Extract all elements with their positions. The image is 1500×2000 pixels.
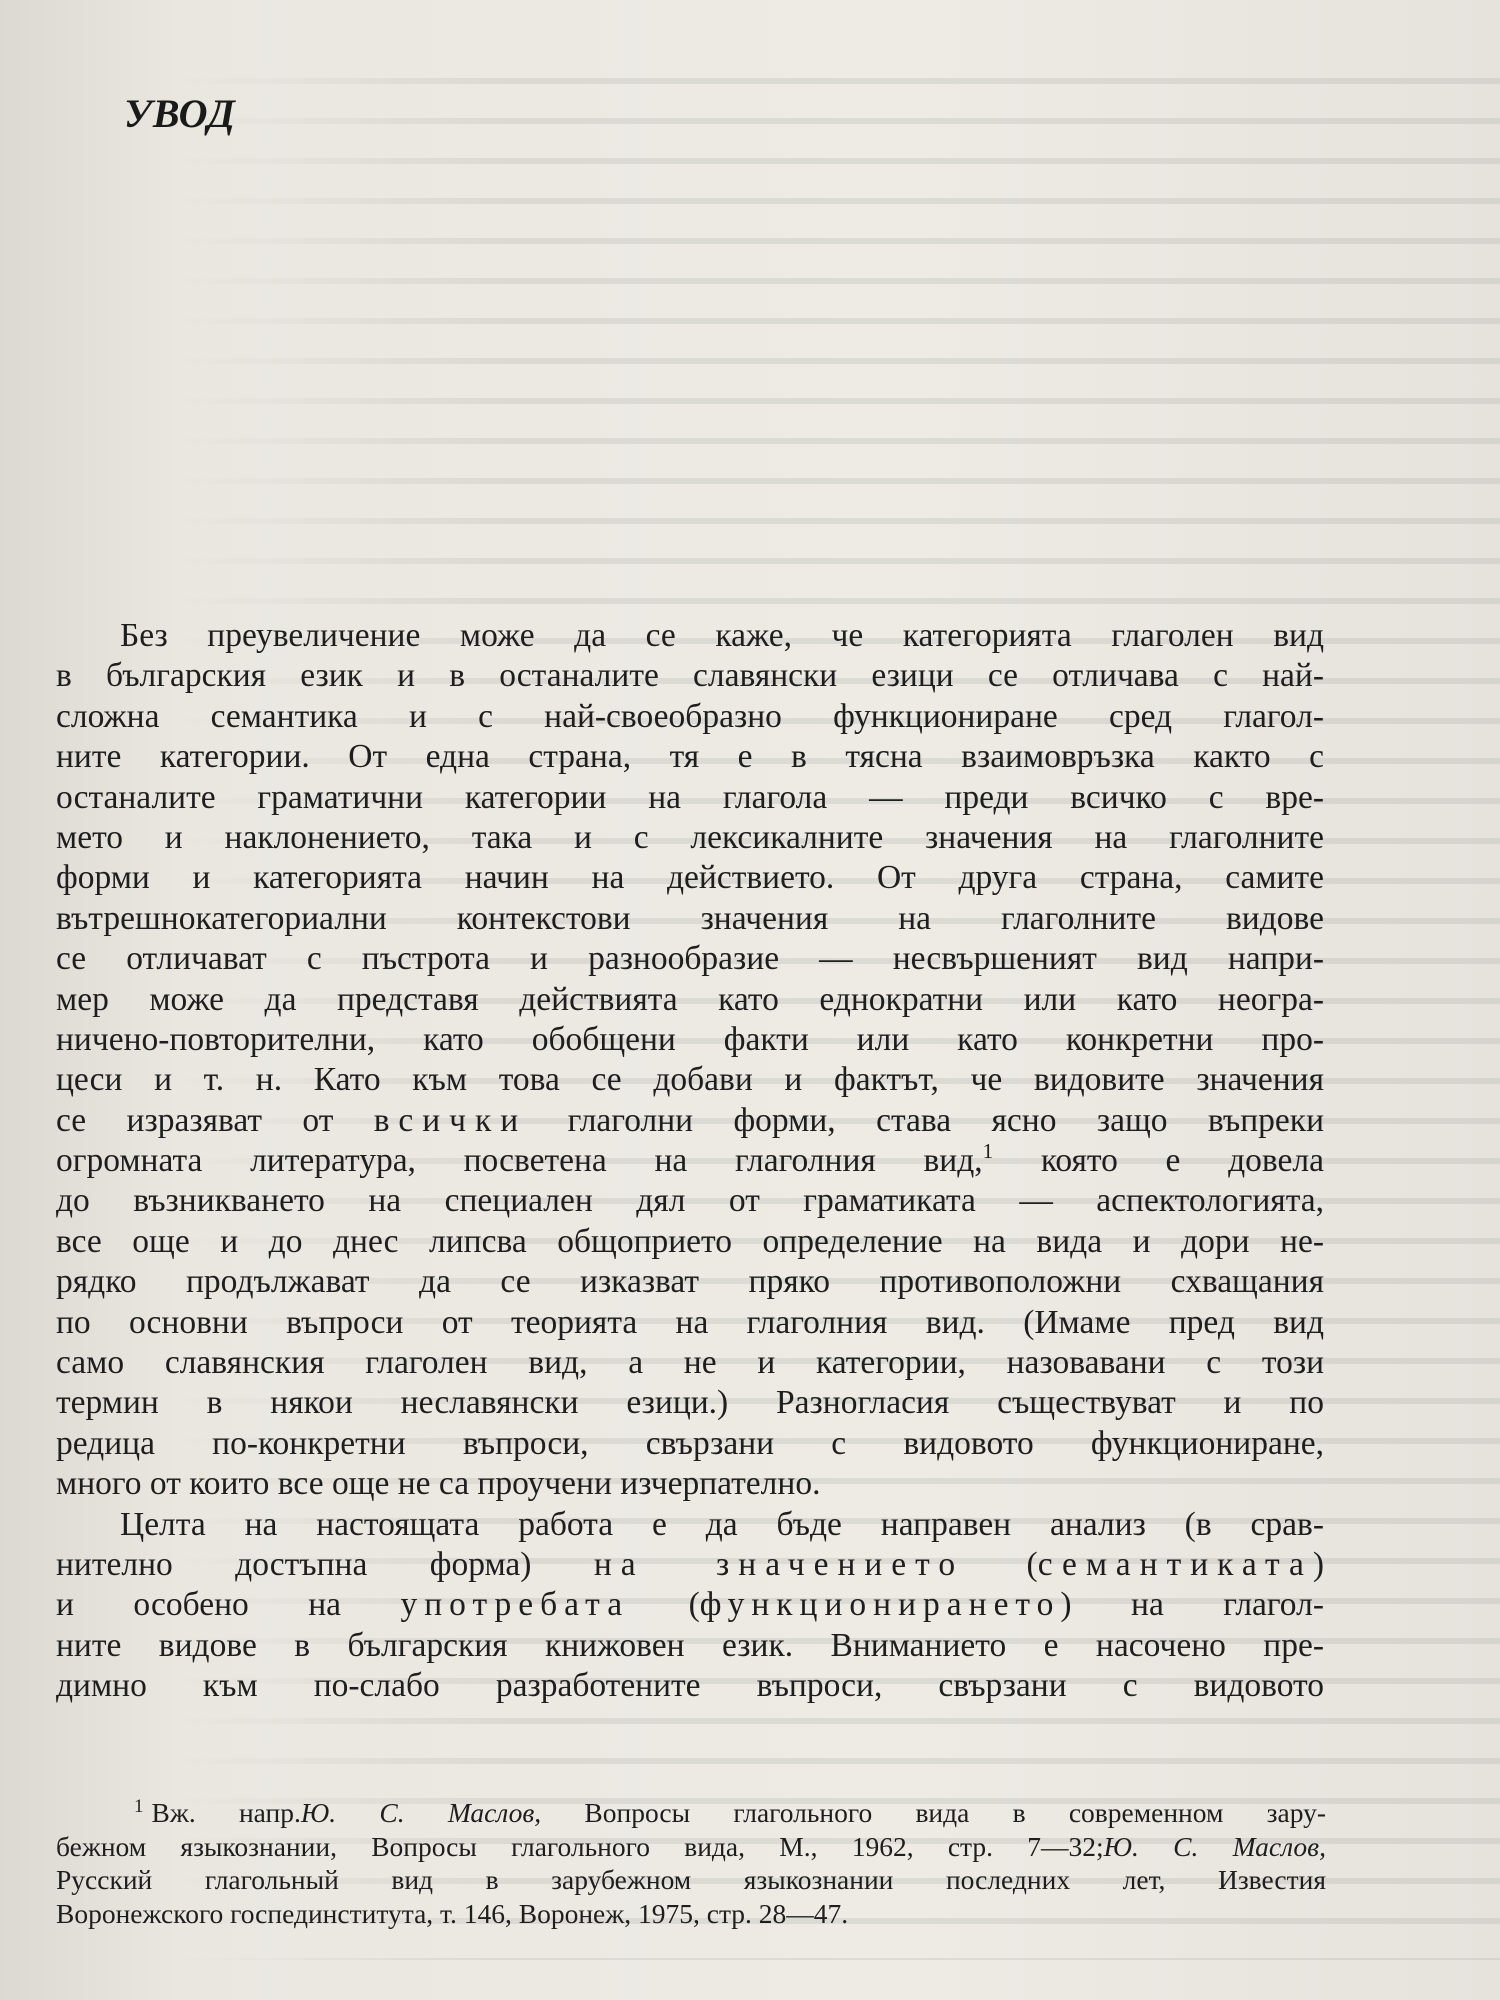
footnote-block <box>56 1796 1326 1930</box>
spaced-emphasis: семантиката <box>1037 1545 1313 1583</box>
text-segment: нително достъпна форма) <box>56 1545 594 1583</box>
text-line <box>56 1545 1324 1585</box>
text-line: много от които все още не са проучени изчерпателно. <box>56 1465 821 1503</box>
footnote-line <box>56 1830 1326 1864</box>
spaced-emphasis: употребата <box>400 1586 630 1624</box>
text-line: сложна семантика и с най-своеобразно функциониране сред глагол- <box>56 697 1324 735</box>
chapter-heading: УВОД <box>124 91 236 136</box>
footnote-mark: 1 <box>134 1796 144 1817</box>
text-line <box>56 1585 1324 1625</box>
text-line <box>56 1101 1324 1141</box>
footnote-line: Русский глагольный вид в зарубежном языкознании последних лет, Известия <box>56 1864 1326 1895</box>
text-line: форми и категорията начин на действието. От друга страна, самите <box>56 859 1324 897</box>
text-line: мер може да представя действията като еднократни или като неогра- <box>56 980 1324 1018</box>
footnote-line <box>56 1796 1326 1830</box>
text-segment: се изразяват от <box>56 1101 374 1139</box>
text-line: само славянския глаголен вид, а не и категории, назовавани с този <box>56 1344 1324 1382</box>
text-segment: ) <box>1312 1545 1325 1583</box>
text-segment: глаголни форми, става ясно защо въпреки <box>527 1101 1324 1139</box>
spaced-emphasis: на значението <box>593 1545 965 1583</box>
text-segment: ( <box>964 1545 1038 1583</box>
author-name: Ю. С. Маслов, <box>1103 1830 1326 1862</box>
text-segment: Вж. напр. <box>151 1797 301 1828</box>
text-segment: която е довела <box>993 1142 1324 1180</box>
text-line <box>56 1141 1324 1181</box>
text-segment: ( <box>629 1586 700 1624</box>
main-text <box>56 616 1324 1707</box>
text-line: мето и наклонението, така и с лексикалните значения на глаголните <box>56 818 1324 856</box>
text-segment: огромната литература, посветена на глаголния вид, <box>56 1142 983 1180</box>
text-line: останалите граматични категории на глагола — преди всичко с вре- <box>56 778 1324 816</box>
text-line: термин в някои неславянски езици.) Разногласия съществуват и по <box>56 1384 1324 1422</box>
text-line: ните категории. От една страна, тя е в тясна взаимовръзка както с <box>56 738 1324 776</box>
author-name: Ю. С. Маслов, <box>300 1797 542 1828</box>
text-line: ничено-повторителни, като обобщени факти или като конкретни про- <box>56 1020 1324 1058</box>
text-line: в българския език и в останалите славянски езици се отличава с най- <box>56 657 1324 695</box>
text-line: рядко продължават да се изказват пряко противоположни схващания <box>56 1263 1324 1301</box>
text-segment: и особено на <box>56 1586 401 1624</box>
text-line: до възникването на специален дял от граматиката — аспектологията, <box>56 1182 1324 1220</box>
footnote-reference: 1 <box>982 1139 994 1164</box>
text-segment: ) на глагол- <box>1060 1586 1324 1624</box>
text-line: Целта на настоящата работа е да бъде направен анализ (в срав- <box>120 1505 1324 1543</box>
text-line: вътрешнокатегориални контекстови значения на глаголните видове <box>56 899 1324 937</box>
text-line: цеси и т. н. Като към това се добави и фактът, че видовите значения <box>56 1061 1324 1099</box>
text-line: Без преувеличение може да се каже, че категорията глаголен вид <box>120 617 1324 654</box>
spaced-emphasis: функционирането <box>699 1586 1061 1624</box>
text-segment: Вопросы глагольного вида в современном зару- <box>541 1797 1326 1828</box>
footnote-line: Воронежского госпединститута, т. 146, Воронеж, 1975, стр. 28—47. <box>56 1897 849 1929</box>
text-line: все още и до днес липсва общоприето определение на вида и дори не- <box>56 1222 1324 1260</box>
text-line: ните видове в българския книжовен език. Вниманието е насочено пре- <box>56 1626 1324 1664</box>
text-line: по основни въпроси от теорията на глаголния вид. (Имаме пред вид <box>56 1303 1324 1341</box>
text-segment: бежном языкознании, Вопросы глагольного вида, М., 1962, стр. 7—32; <box>56 1830 1104 1862</box>
spaced-emphasis: всички <box>373 1101 528 1139</box>
text-line: се отличават с пъстрота и разнообразие — несвършеният вид напри- <box>56 940 1324 978</box>
text-line: димно към по-слабо разработените въпроси, свързани с видовото <box>56 1667 1324 1705</box>
text-line: редица по-конкретни въпроси, свързани с видовото функциониране, <box>56 1424 1324 1462</box>
